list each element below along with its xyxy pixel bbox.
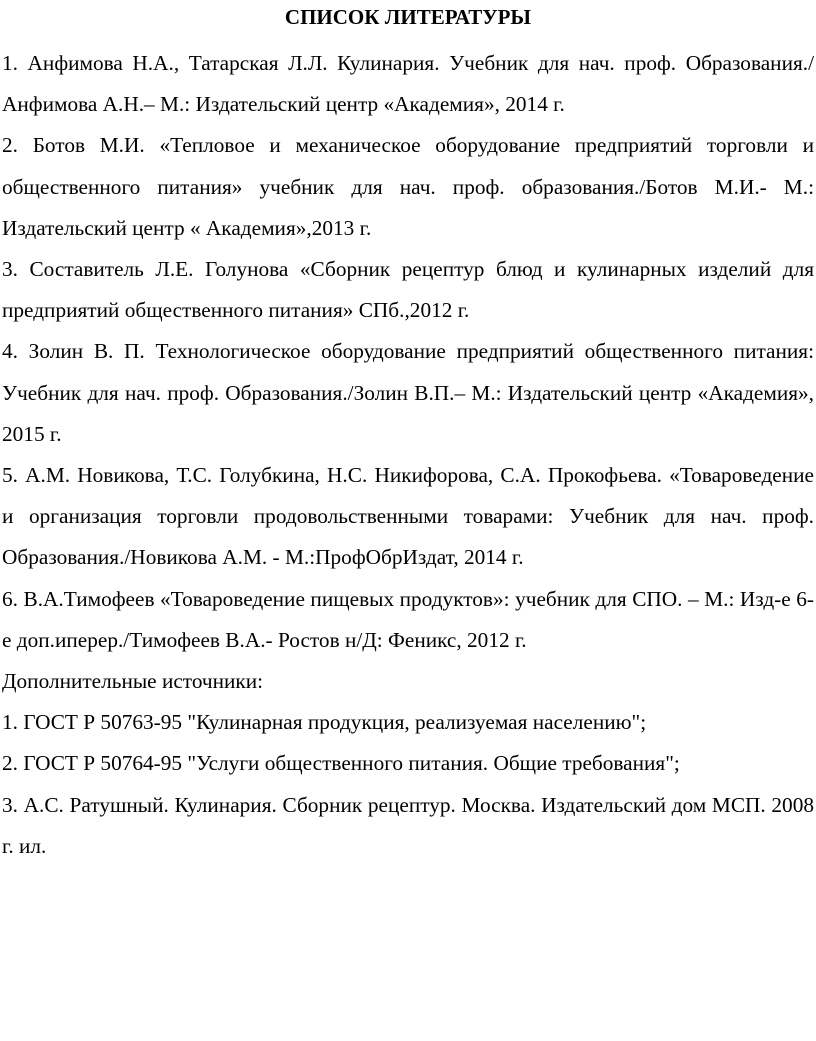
reference-item-2: 2. Ботов М.И. «Тепловое и механическое оборудование предприятий торговли и общественного питания» учебник для нач. проф. образования./Ботов М.И.- М.: Издательский центр « Академия»,2013 г.: [2, 133, 814, 240]
page-title: СПИСОК ЛИТЕРАТУРЫ: [284, 5, 532, 29]
reference-item-5: 5. А.М. Новикова, Т.С. Голубкина, Н.С. Никифорова, С.А. Прокофьева. «Товароведение и организация торговли продовольственными товарами: Учебник для нач. проф. Образования./Новикова А.М. - М.:ПрофОбрИздат, 2014 г.: [2, 463, 814, 570]
reference-item-1: 1. Анфимова Н.А., Татарская Л.Л. Кулинария. Учебник для нач. проф. Образования./Анфимова А.Н.– М.: Издательский центр «Академия», 2014 г.: [2, 51, 814, 117]
additional-sources-heading: Дополнительные источники:: [2, 669, 264, 694]
additional-item-1: 1. ГОСТ Р 50763-95 "Кулинарная продукция, реализуемая населению";: [2, 710, 647, 735]
reference-item-6: 6. В.А.Тимофеев «Товароведение пищевых продуктов»: учебник для СПО. – М.: Изд-е 6-е доп.иперер./Тимофеев В.А.- Ростов н/Д: Феникс, 2012 г.: [2, 586, 814, 652]
reference-item-4: 4. Золин В. П. Технологическое оборудование предприятий общественного питания: Учебник для нач. проф. Образования./Золин В.П.– М.: Издательский центр «Академия», 2015 г.: [2, 339, 814, 446]
reference-list: [2, 43, 814, 867]
additional-item-3: 3. А.С. Ратушный. Кулинария. Сборник рецептур. Москва. Издательский дом МСП. 2008 г. ил.: [2, 792, 814, 858]
reference-item-3: 3. Составитель Л.Е. Голунова «Сборник рецептур блюд и кулинарных изделий для предприятий общественного питания» СПб.,2012 г.: [2, 257, 814, 323]
additional-item-2: 2. ГОСТ Р 50764-95 "Услуги общественного питания. Общие требования";: [2, 751, 680, 776]
